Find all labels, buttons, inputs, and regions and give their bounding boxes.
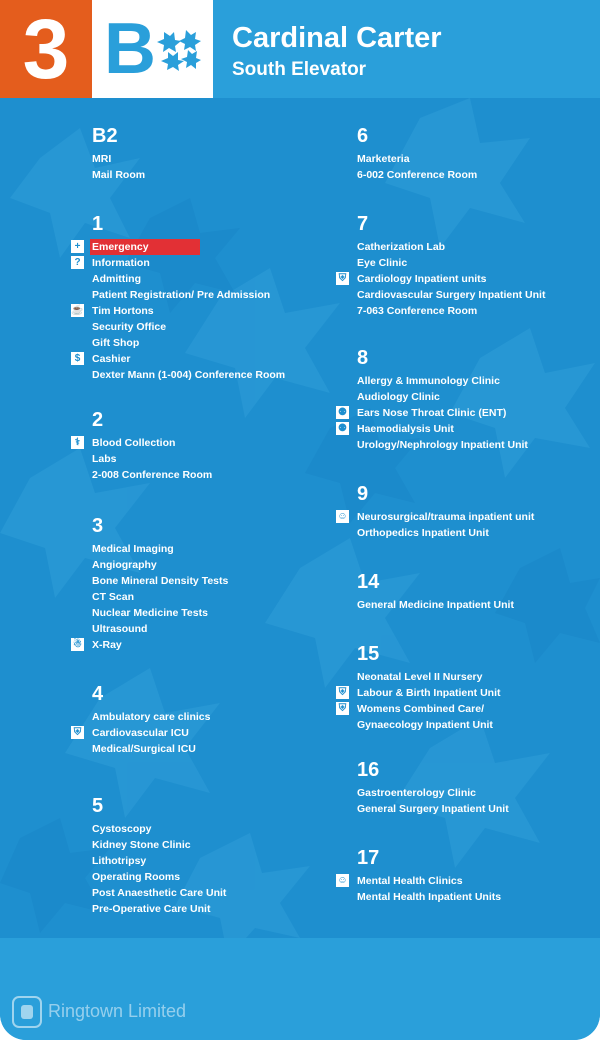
department-label: Cardiovascular Surgery Inpatient Unit — [357, 289, 546, 301]
department-item — [73, 725, 210, 741]
department-label: Orthopedics Inpatient Unit — [357, 527, 489, 539]
department-label: Nuclear Medicine Tests — [92, 607, 208, 619]
sign-footer — [0, 938, 600, 1040]
department-item — [357, 437, 528, 453]
floor-section-8 — [338, 347, 528, 453]
floor-section-15 — [338, 643, 501, 733]
floor-section-5 — [92, 796, 226, 917]
department-label: Bone Mineral Density Tests — [92, 575, 229, 587]
department-item — [92, 557, 228, 573]
department-label: Gastroenterology Clinic — [357, 787, 477, 799]
blood-collection-icon: ⚕ — [71, 436, 84, 449]
department-item — [337, 509, 535, 525]
floor-number: 3 — [92, 515, 104, 537]
department-item — [92, 901, 226, 917]
elevator-subtitle: South Elevator — [232, 59, 367, 80]
department-item — [357, 785, 509, 801]
department-label: 2-008 Conference Room — [92, 469, 213, 481]
department-label: CT Scan — [92, 591, 135, 603]
department-item — [92, 869, 226, 885]
department-item — [357, 717, 501, 733]
dollar-icon: $ — [71, 352, 84, 365]
department-item — [338, 405, 528, 421]
department-label: Mental Health Clinics — [357, 875, 463, 887]
department-label: Blood Collection — [92, 437, 176, 449]
department-item — [357, 287, 545, 303]
department-label: Cardiology Inpatient units — [357, 273, 487, 285]
sign-header — [0, 0, 600, 98]
department-item — [357, 889, 501, 905]
department-label: Urology/Nephrology Inpatient Unit — [357, 439, 528, 451]
department-label: Marketeria — [357, 153, 410, 165]
floor-number: 4 — [92, 683, 104, 705]
department-item — [92, 541, 228, 557]
department-item — [92, 621, 228, 637]
department-item — [92, 451, 212, 467]
department-item — [74, 239, 285, 255]
department-label: Ambulatory care clinics — [92, 711, 211, 723]
department-item — [92, 589, 228, 605]
department-label: Labour & Birth Inpatient Unit — [357, 687, 501, 699]
department-item — [92, 467, 212, 483]
floor-section-14 — [357, 572, 514, 613]
floor-number: 17 — [357, 847, 380, 869]
floor-directory — [0, 98, 600, 938]
department-item — [92, 367, 285, 383]
floor-section-2 — [74, 409, 213, 483]
department-label: Ears Nose Throat Clinic (ENT) — [357, 407, 507, 419]
department-item — [357, 303, 545, 319]
floor-number: 5 — [92, 795, 104, 817]
department-label: Dexter Mann (1-004) Conference Room — [92, 369, 286, 381]
ent-icon: ⚉ — [336, 422, 349, 435]
department-item — [338, 701, 501, 717]
department-label: Mail Room — [92, 169, 146, 181]
department-label: Information — [92, 257, 150, 269]
coffee-icon: ☕ — [71, 305, 84, 316]
floor-number: 2 — [92, 409, 104, 431]
department-label: 7-063 Conference Room — [357, 305, 478, 317]
building-badge — [92, 0, 213, 98]
department-item — [92, 741, 210, 757]
floor-number: 6 — [357, 125, 369, 147]
building-title: Cardinal Carter — [232, 22, 442, 54]
department-label: Medical Imaging — [92, 543, 174, 555]
department-item — [74, 435, 212, 451]
department-label: Haemodialysis Unit — [357, 423, 454, 435]
department-label: Kidney Stone Clinic — [92, 839, 191, 851]
department-label: Labs — [92, 453, 117, 465]
floor-number: B2 — [92, 125, 118, 147]
floor-section-6 — [357, 126, 477, 183]
watermark-logo-icon — [12, 996, 42, 1028]
head-icon: ☺ — [337, 511, 348, 522]
department-item — [92, 335, 285, 351]
department-item — [92, 605, 228, 621]
department-item — [92, 885, 226, 901]
department-item — [92, 821, 226, 837]
department-item — [357, 239, 545, 255]
department-item — [357, 389, 528, 405]
floor-number: 16 — [357, 759, 380, 781]
department-label: Operating Rooms — [92, 871, 181, 883]
floor-number: 1 — [92, 213, 104, 235]
floor-section-b2 — [92, 126, 145, 183]
floor-section-9 — [337, 483, 535, 541]
department-label: Neonatal Level II Nursery — [357, 671, 483, 683]
department-label: General Medicine Inpatient Unit — [357, 599, 514, 611]
department-item — [338, 685, 501, 701]
department-label: Cardiovascular ICU — [92, 727, 189, 739]
department-label: Post Anaesthetic Care Unit — [92, 887, 227, 899]
xray-icon: ☃ — [71, 638, 84, 651]
building-letter: B — [104, 9, 156, 89]
department-item — [92, 151, 145, 167]
floor-section-7 — [338, 213, 546, 319]
department-label: MRI — [92, 153, 112, 165]
head-icon: ☺ — [337, 875, 348, 886]
department-item — [357, 525, 534, 541]
department-item — [74, 351, 285, 367]
floor-section-17 — [337, 847, 502, 905]
department-item — [357, 669, 501, 685]
floor-number: 8 — [357, 347, 369, 369]
department-label: Mental Health Inpatient Units — [357, 891, 502, 903]
department-label: Angiography — [92, 559, 157, 571]
department-item — [74, 255, 285, 271]
inpatient-unit-icon: ⛨ — [71, 726, 84, 739]
inpatient-unit-icon: ⛨ — [336, 702, 349, 715]
current-floor-number: 3 — [0, 0, 92, 98]
department-item — [357, 255, 545, 271]
department-item — [337, 873, 501, 889]
department-label: Tim Hortons — [92, 305, 154, 317]
floor-section-1 — [71, 213, 286, 383]
department-label: Cystoscopy — [92, 823, 152, 835]
department-label: Gynaecology Inpatient Unit — [357, 719, 493, 731]
department-item — [357, 151, 477, 167]
department-label: Lithotripsy — [92, 855, 147, 867]
department-label: Audiology Clinic — [357, 391, 440, 403]
floor-number: 7 — [357, 213, 369, 235]
emergency-cross-icon: + — [71, 240, 84, 253]
department-item — [71, 303, 285, 319]
department-item — [338, 271, 545, 287]
department-item — [338, 421, 528, 437]
department-item — [73, 637, 228, 653]
department-item — [92, 573, 228, 589]
department-item — [357, 597, 514, 613]
department-label: Cashier — [92, 353, 131, 365]
floor-section-3 — [73, 515, 229, 653]
department-label: Admitting — [92, 273, 141, 285]
inpatient-unit-icon: ⛨ — [336, 686, 349, 699]
watermark-text: Ringtown Limited — [48, 1001, 187, 1021]
department-label: Allergy & Immunology Clinic — [357, 375, 500, 387]
department-item — [92, 271, 285, 287]
ent-icon: ⚉ — [336, 406, 349, 419]
department-label: 6-002 Conference Room — [357, 169, 478, 181]
department-label: Ultrasound — [92, 623, 148, 635]
leaf-logo-icon — [154, 30, 202, 72]
department-item — [92, 853, 226, 869]
department-item — [92, 167, 145, 183]
information-icon: ? — [71, 256, 84, 269]
department-item — [92, 319, 285, 335]
department-item — [357, 373, 528, 389]
department-label: Patient Registration/ Pre Admission — [92, 289, 271, 301]
floor-number: 9 — [357, 483, 369, 505]
department-label: Gift Shop — [92, 337, 140, 349]
floor-section-4 — [73, 683, 211, 757]
department-item — [357, 801, 509, 817]
department-label: Emergency — [90, 239, 200, 255]
department-item — [92, 837, 226, 853]
floor-number: 15 — [357, 643, 380, 665]
department-label: General Surgery Inpatient Unit — [357, 803, 509, 815]
department-label: Security Office — [92, 321, 167, 333]
department-item — [357, 167, 477, 183]
floor-section-16 — [357, 760, 509, 817]
floor-number: 14 — [357, 571, 380, 593]
department-label: Eye Clinic — [357, 257, 408, 269]
department-label: Pre-Operative Care Unit — [92, 903, 211, 915]
department-label: Neurosurgical/trauma inpatient unit — [357, 511, 535, 523]
department-label: X-Ray — [92, 639, 122, 651]
department-item — [92, 709, 210, 725]
department-label: Medical/Surgical ICU — [92, 743, 196, 755]
inpatient-unit-icon: ⛨ — [336, 272, 349, 285]
department-label: Womens Combined Care/ — [357, 703, 484, 715]
department-label: Catherization Lab — [357, 241, 446, 253]
department-item — [92, 287, 285, 303]
